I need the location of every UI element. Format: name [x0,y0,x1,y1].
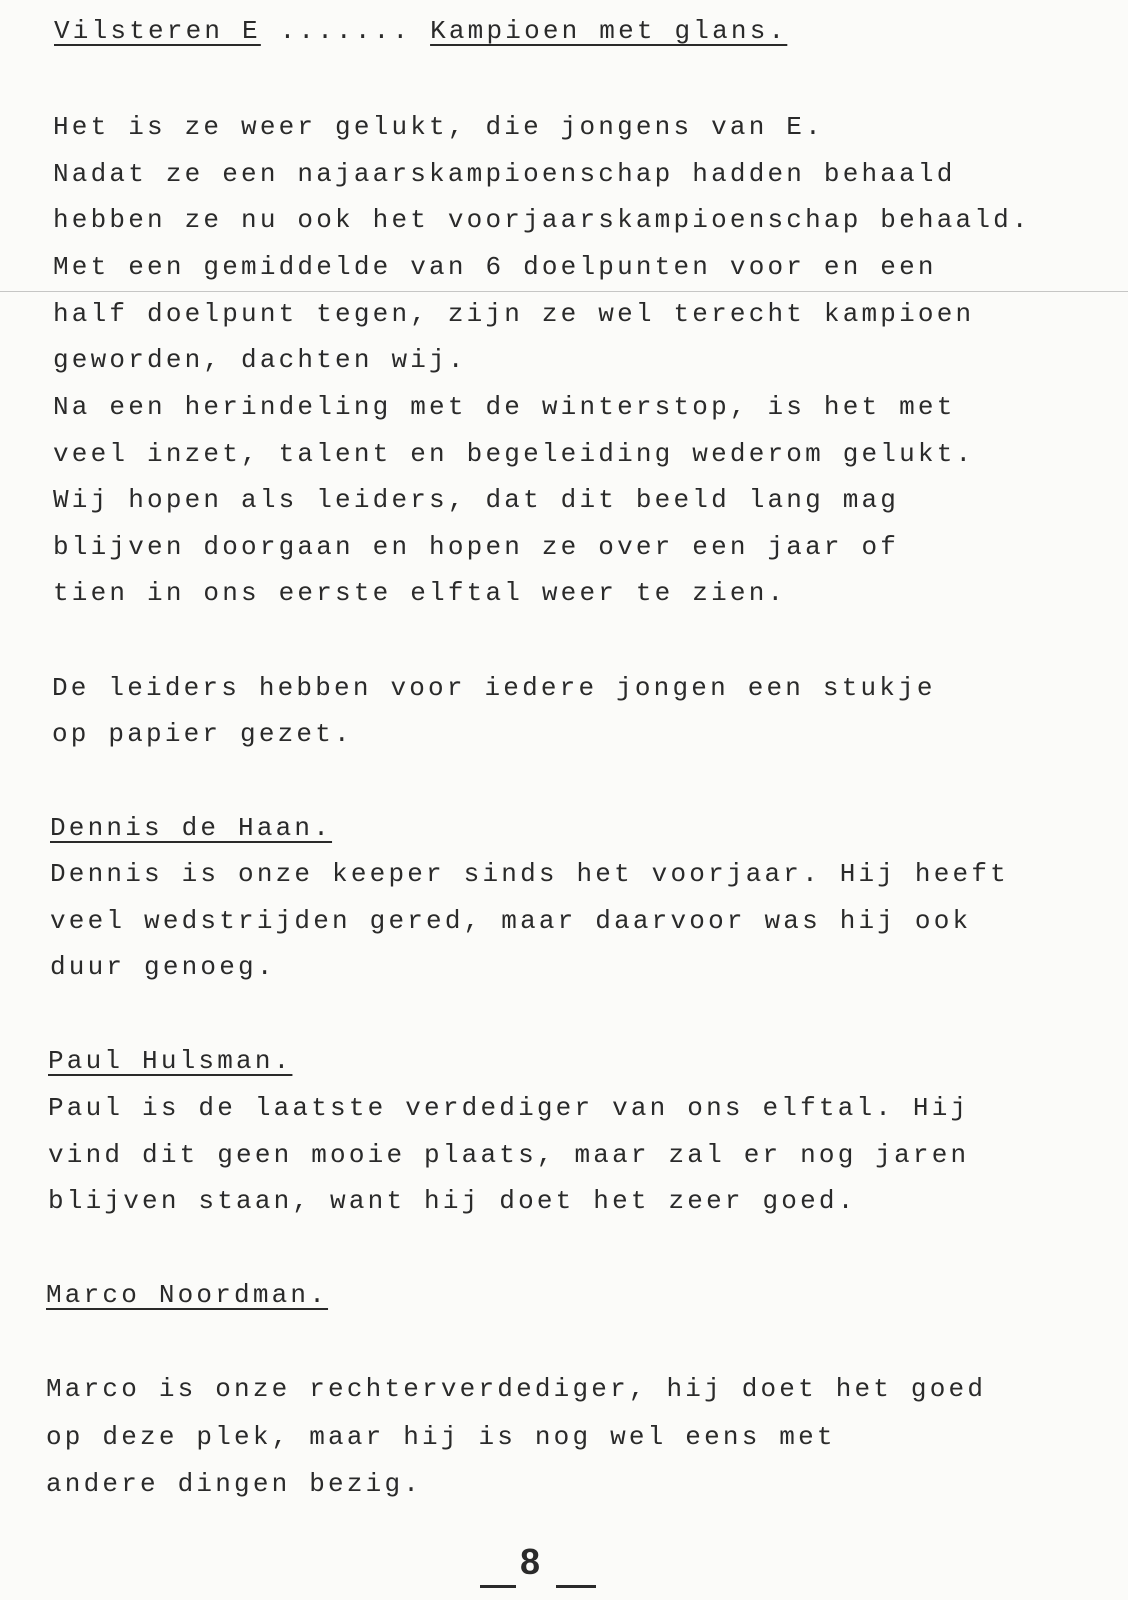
intro-line: Het is ze weer gelukt, die jongens van E. [53,112,824,142]
article-header [54,16,787,46]
intro-line: veel inzet, talent en begeleiding wederom gelukt. [53,439,975,469]
page-number: 8 [520,1541,541,1582]
player-name: Paul Hulsman. [48,1046,293,1076]
player-text-line: Paul is de laatste verdediger van ons elftal. Hij [48,1093,970,1123]
player-text-line: Marco is onze rechterverdediger, hij doet het goed [46,1374,987,1404]
page-number-dash-left [480,1585,516,1588]
intro-line: tien in ons eerste elftal weer te zien. [53,578,787,608]
intro-line: Wij hopen als leiders, dat dit beeld lang mag [53,485,900,515]
intro-line: geworden, dachten wij. [53,345,467,375]
player-text-line: veel wedstrijden gered, maar daarvoor was hij ook [50,906,972,936]
leaders-note-line: op papier gezet. [52,719,353,749]
article-headline: Kampioen met glans. [430,16,788,46]
intro-line: blijven doorgaan en hopen ze over een jaar of [53,532,900,562]
intro-line: Na een herindeling met de winterstop, is het met [53,392,956,422]
leaders-note-line: De leiders hebben voor iedere jongen een stukje [52,673,936,703]
player-text-line: vind dit geen mooie plaats, maar zal er nog jaren [48,1140,970,1170]
player-text-line: blijven staan, want hij doet het zeer goed. [48,1186,857,1216]
page-number-dash-right [556,1585,596,1588]
player-text-line: Dennis is onze keeper sinds het voorjaar. Hij heeft [50,859,1009,889]
page-fold-line [0,291,1128,292]
intro-line: half doelpunt tegen, zijn ze wel terecht kampioen [53,299,975,329]
player-text-line: andere dingen bezig. [46,1469,423,1499]
intro-line: hebben ze nu ook het voorjaarskampioenschap behaald. [53,205,1031,235]
player-name: Dennis de Haan. [50,813,333,843]
player-text-line: op deze plek, maar hij is nog wel eens met [46,1422,836,1452]
header-dots: ....... [260,16,431,46]
intro-line: Nadat ze een najaarskampioenschap hadden behaald [53,159,956,189]
intro-line: Met een gemiddelde van 6 doelpunten voor en een [53,252,937,282]
player-text-line: duur genoeg. [50,952,276,982]
team-name: Vilsteren E [54,16,261,46]
player-name: Marco Noordman. [46,1280,329,1310]
